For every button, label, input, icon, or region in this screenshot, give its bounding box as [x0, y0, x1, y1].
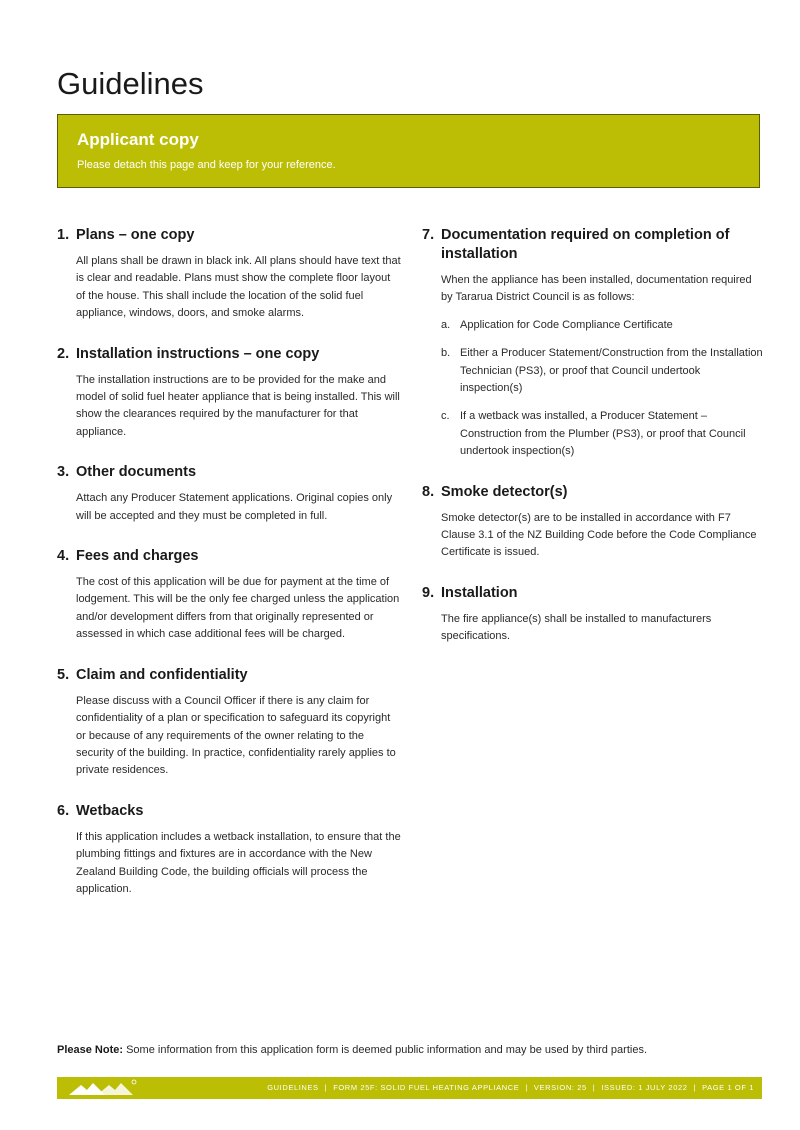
section-number: 2. [57, 345, 70, 362]
footer-version: VERSION: 25 [533, 1083, 587, 1092]
note-text: Some information from this application form is deemed public information and may be used by third parties. [123, 1044, 648, 1056]
footer-page: PAGE 1 OF 1 [702, 1083, 754, 1092]
section-number: 7. [422, 227, 435, 243]
list-item [441, 408, 764, 460]
list-letter: b. [441, 347, 451, 360]
list-letter: c. [441, 410, 450, 423]
section-documentation-required [422, 226, 764, 461]
section-body: If this application includes a wetback installation, to ensure that the plumbing fittings and fixtures are in accordance with the New Zealand Building Code, the building officials will process the application. [76, 830, 401, 895]
section-number: 5. [57, 666, 70, 683]
section-body: The cost of this application will be due for payment at the time of lodgement. This will be the only fee charged unless the application and/or development differs from that originally represented or assessed in which case additional fees will be charged. [76, 576, 400, 641]
section-number: 4. [57, 548, 70, 565]
list-text: Application for Code Compliance Certificate [460, 318, 673, 331]
section-title: Installation [441, 584, 518, 601]
section-installation-instructions [57, 345, 402, 442]
footer-issued: ISSUED: 1 JULY 2022 [601, 1083, 688, 1092]
section-title: Documentation required on completion of installation [441, 227, 730, 262]
list-text: If a wetback was installed, a Producer Statement – Construction from the Plumber (PS3), or proof that Council undertook inspection(s) [460, 410, 746, 458]
section-number: 9. [422, 584, 435, 601]
please-note [57, 1044, 647, 1056]
section-body: Attach any Producer Statement applications. Original copies only will be accepted and they must be completed in full. [76, 492, 393, 522]
banner-subtitle: Please detach this page and keep for your reference. [77, 159, 336, 171]
applicant-copy-banner [57, 114, 760, 188]
section-body: Smoke detector(s) are to be installed in accordance with F7 Clause 3.1 of the NZ Building Code before the Code Compliance Certificate is issued. [441, 511, 757, 559]
section-number: 8. [422, 483, 435, 500]
section-wetbacks [57, 802, 402, 899]
footer-section: GUIDELINES [267, 1083, 319, 1092]
section-fees-and-charges [57, 547, 402, 644]
section-title: Plans – one copy [76, 227, 195, 243]
section-body: Please discuss with a Council Officer if there is any claim for confidentiality of a plan or specification to safeguard its copyright or because of any requirements of the owner relating to the security of the building. In practice, confidentiality rarely applies to private residences. [76, 694, 396, 777]
section-claim-confidentiality [57, 666, 402, 780]
footer-bar [57, 1077, 762, 1099]
section-smoke-detectors [422, 483, 764, 562]
section-number: 6. [57, 802, 70, 819]
list-item [441, 317, 764, 334]
mountains-logo-icon [67, 1079, 137, 1102]
section-title: Fees and charges [76, 548, 199, 565]
left-column [57, 226, 402, 920]
section-title: Wetbacks [76, 802, 144, 819]
section-body: The installation instructions are to be provided for the make and model of solid fuel heater appliance that is being installed. This will show the clearances required by the manufacturer for that appliance. [76, 373, 400, 438]
documentation-list [441, 317, 764, 461]
banner-title: Applicant copy [77, 130, 199, 149]
right-column [422, 226, 764, 668]
section-plans [57, 226, 402, 323]
section-title: Installation instructions – one copy [76, 345, 320, 362]
list-letter: a. [441, 318, 451, 331]
section-number: 3. [57, 464, 70, 481]
section-title: Other documents [76, 464, 197, 481]
section-number: 1. [57, 227, 70, 243]
section-title: Smoke detector(s) [441, 483, 568, 500]
list-item [441, 345, 764, 397]
footer-form: FORM 25F: SOLID FUEL HEATING APPLIANCE [333, 1083, 520, 1092]
section-body: When the appliance has been installed, documentation required by Tararua District Council is as follows: [441, 274, 752, 304]
footer-info: GUIDELINES | FORM 25F: SOLID FUEL HEATING APPLIANCE | VERSION: 25 | ISSUED: 1 JULY 2022 | PAGE 1 OF 1 [267, 1083, 754, 1092]
section-body: All plans shall be drawn in black ink. All plans should have text that is clear and readable. Plans must show the complete floor layout of the house. This shall include the location of the solid fuel appliance, windows, doors, and smoke alarms. [76, 255, 401, 320]
section-other-documents [57, 463, 402, 525]
page-title: Guidelines [57, 66, 204, 101]
section-installation [422, 584, 764, 646]
note-label: Please Note: [57, 1044, 124, 1056]
section-title: Claim and confidentiality [76, 666, 248, 683]
list-text: Either a Producer Statement/Construction from the Installation Technician (PS3), or proof that Council undertook inspection(s) [460, 347, 763, 395]
section-body: The fire appliance(s) shall be installed to manufacturers specifications. [441, 612, 712, 643]
